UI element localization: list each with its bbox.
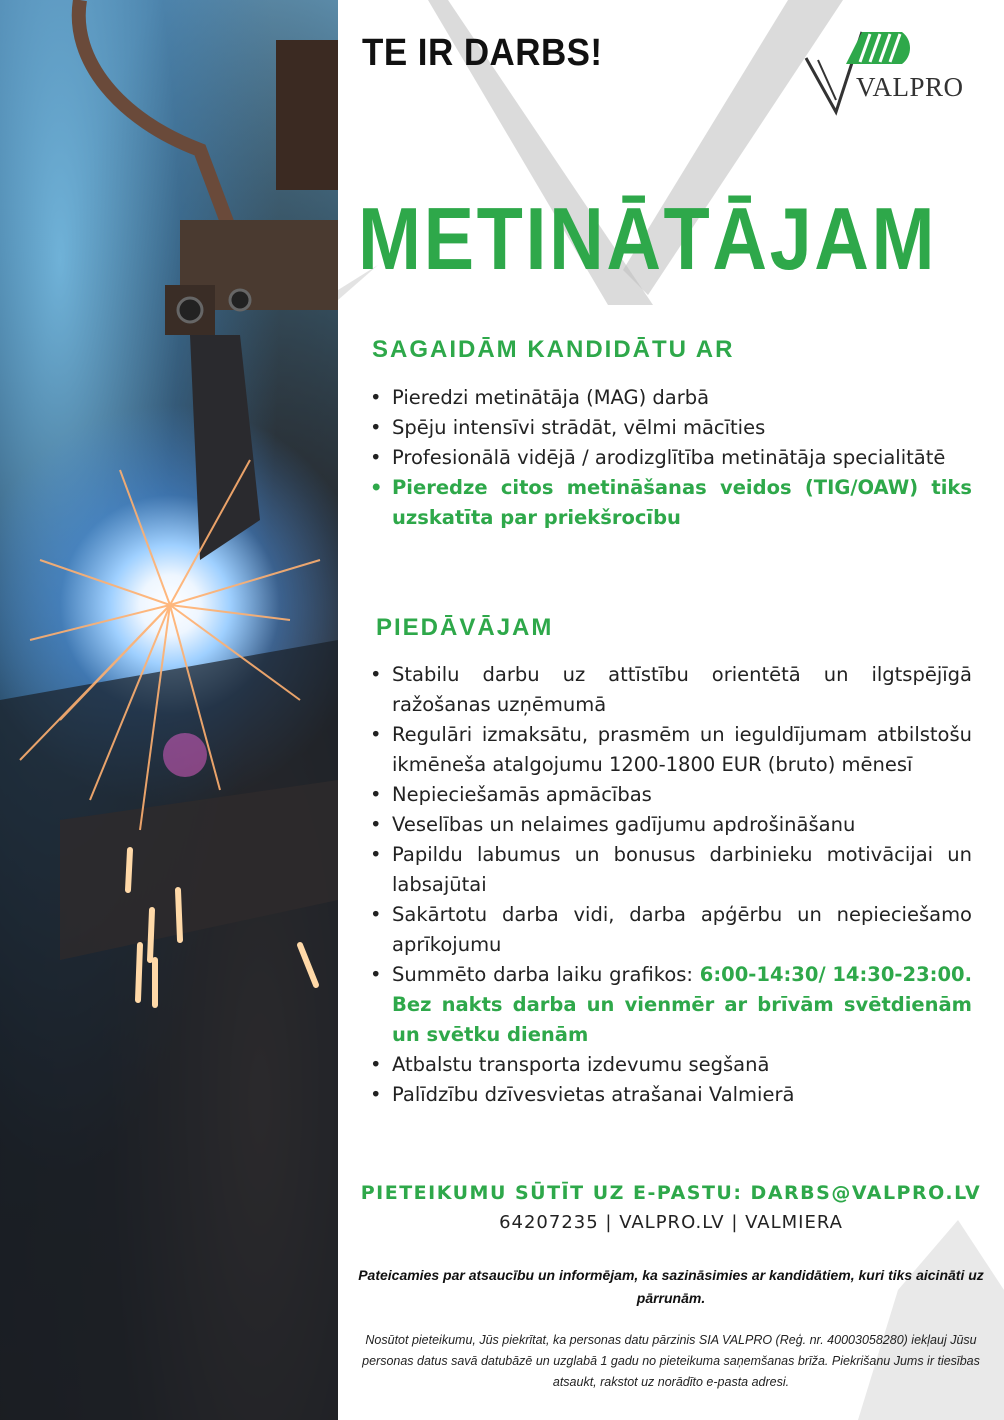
welding-photo xyxy=(0,0,338,1420)
list-item-schedule xyxy=(370,960,972,1050)
list-item: • Nepieciešamās apmācības xyxy=(370,780,972,810)
offer-list xyxy=(370,660,972,1110)
machine-block xyxy=(276,40,338,190)
requirements-list xyxy=(370,383,972,533)
schedule-highlight: Bez nakts darba un vienmēr ar brīvām svētdienām un svētku dienām xyxy=(392,993,972,1046)
schedule-time-second: 14:30-23:00. xyxy=(832,963,973,986)
list-item: • Profesionālā vidējā / arodizglītība metinātāja specialitātē xyxy=(370,443,972,473)
valpro-logo xyxy=(804,30,974,120)
list-item: • Sakārtotu darba vidi, darba apģērbu un nepieciešamo aprīkojumu xyxy=(370,900,972,960)
headline: TE IR DARBS! xyxy=(362,32,603,74)
contact-line: 64207235 | VALPRO.LV | VALMIERA xyxy=(499,1212,843,1233)
poster-content xyxy=(338,0,1004,1420)
torch-nozzle xyxy=(190,335,260,560)
list-item-highlight: • Pieredze citos metināšanas veidos (TIG/OAW) tiks uzskatīta par priekšrocību xyxy=(370,473,972,533)
list-item: • Regulāri izmaksātu, prasmēm un ieguldījumam atbilstošu ikmēneša atalgojumu 1200-1800 EUR (bruto) mēnesī xyxy=(370,720,972,780)
list-item: • Pieredzi metinātāja (MAG) darbā xyxy=(370,383,972,413)
lens-flare xyxy=(163,733,207,777)
list-item: • Atbalstu transporta izdevumu segšanā xyxy=(370,1050,972,1080)
job-title: METINĀTĀJAM xyxy=(358,189,938,288)
schedule-time-first: 6:00-14:30/ xyxy=(699,963,826,986)
welding-scene xyxy=(0,0,338,1420)
list-item: • Papildu labumus un bonusus darbinieku motivācijai un labsajūtai xyxy=(370,840,972,900)
logo-text: VALPRO xyxy=(856,72,964,102)
torch-pipe xyxy=(79,0,230,230)
schedule-label: Summēto darba laiku grafikos: xyxy=(392,963,693,986)
offer-heading: PIEDĀVĀJAM xyxy=(376,614,554,641)
bolt xyxy=(178,298,202,322)
requirements-heading: SAGAIDĀM KANDIDĀTU AR xyxy=(372,336,735,363)
list-item: • Palīdzību dzīvesvietas atrašanai Valmierā xyxy=(370,1080,972,1110)
bolt xyxy=(230,290,250,310)
list-item: • Spēju intensīvi strādāt, vēlmi mācīties xyxy=(370,413,972,443)
list-item: • Stabilu darbu uz attīstību orientētā un ilgtspējīgā ražošanas uzņēmumā xyxy=(370,660,972,720)
apply-email: PIETEIKUMU SŪTĪT UZ E-PASTU: DARBS@VALPRO.LV xyxy=(360,1182,982,1204)
privacy-disclaimer: Nosūtot pieteikumu, Jūs piekrītat, ka personas datu pārzinis SIA VALPRO (Reģ. nr. 40003058280) iekļauj Jūsu personas datus savā datubāzē un uzglabā 1 gadu no pieteikuma saņemšanas brīža. Piekrišanu Jums ir tiesības atsaukt, rakstot uz norādīto e-pasta adresi. xyxy=(362,1333,980,1389)
thanks-note: Pateicamies par atsaucību un informējam, ka sazināsimies ar kandidātiem, kuri tiks aicināti uz pārrunām. xyxy=(358,1267,984,1306)
list-item: • Veselības un nelaimes gadījumu apdrošināšanu xyxy=(370,810,972,840)
